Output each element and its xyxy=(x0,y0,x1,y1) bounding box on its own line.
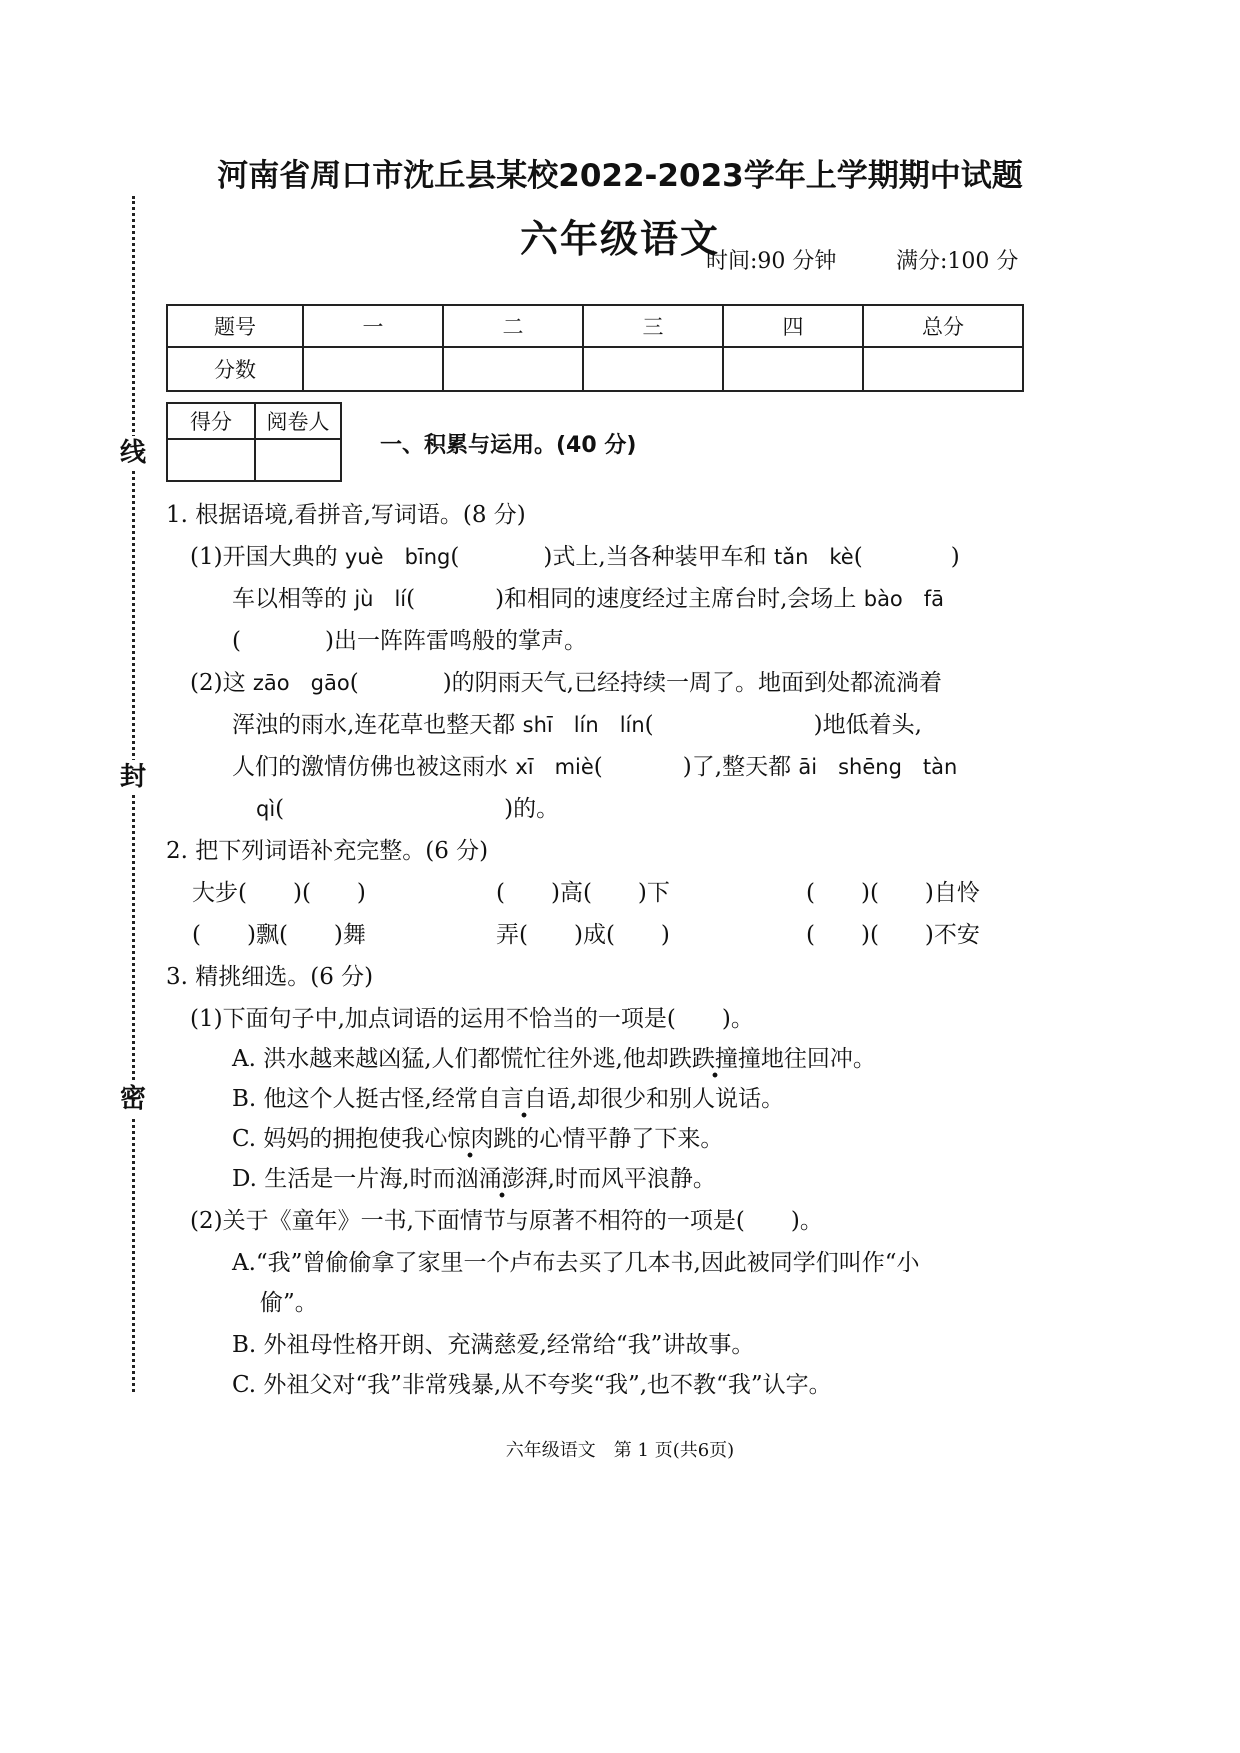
q2-item-1[interactable]: 大步( )( ) xyxy=(192,880,366,906)
q1-sub1-line1: (1)开国大典的 yuè bīng( )式上,当各种装甲车和 tǎn kè( ) xyxy=(190,544,960,570)
q1-sub2-text-c: 浑浊的雨水,连花草也整天都 xyxy=(232,712,516,738)
grader-name-cell[interactable] xyxy=(255,439,341,481)
grader-score-label: 得分 xyxy=(167,403,255,439)
q1-title: 1. 根据语境,看拼音,写词语。(8 分) xyxy=(166,502,526,528)
q3-sub1-option-c[interactable] xyxy=(232,1124,723,1154)
score-table-col-total: 总分 xyxy=(863,305,1023,347)
score-table-col-3: 三 xyxy=(583,305,723,347)
score-cell-total[interactable] xyxy=(863,347,1023,391)
q2-title: 2. 把下列词语补充完整。(6 分) xyxy=(166,838,489,864)
q3-sub1-option-a[interactable] xyxy=(232,1044,876,1074)
score-table xyxy=(166,304,1024,392)
q3-sub2-option-a-line1[interactable]: A.“我”曾偷偷拿了家里一个卢布去买了几本书,因此被同学们叫作“小 xyxy=(232,1250,920,1276)
q1-sub1-line3: ( )出一阵阵雷鸣般的掌声。 xyxy=(232,628,587,654)
q3-title: 3. 精挑细选。(6 分) xyxy=(166,964,374,990)
score-table-col-4: 四 xyxy=(723,305,863,347)
q3-sub1-a-pre: A. 洪水越来越凶猛,人们都慌忙往外逃,他却 xyxy=(232,1046,669,1072)
score-cell-4[interactable] xyxy=(723,347,863,391)
exam-time: 时间:90 分钟 xyxy=(706,249,837,274)
score-table-col-2: 二 xyxy=(443,305,583,347)
q2-item-6[interactable]: ( )( )不安 xyxy=(806,922,980,948)
grader-score-cell[interactable] xyxy=(167,439,255,481)
grader-box xyxy=(166,402,342,482)
q3-sub1-b-dotted-word: 自言自语 xyxy=(478,1086,570,1119)
q2-item-2[interactable]: ( )高( )下 xyxy=(496,880,670,906)
q1-sub1-text-d: )和相同的速度经过主席台时,会场上 xyxy=(495,586,857,612)
q3-sub1-c-pre: C. 妈妈的拥抱使我 xyxy=(232,1126,425,1152)
q1-sub1-text-c: 车以相等的 xyxy=(232,586,347,612)
q3-sub2-option-a-line2: 偷”。 xyxy=(260,1290,318,1316)
score-cell-1[interactable] xyxy=(303,347,443,391)
pinyin-aishengtanqi-1: āi shēng tàn xyxy=(798,755,958,779)
q1-sub2-line4: qì( )的。 xyxy=(256,796,560,822)
q3-sub1-c-dotted-word: 心惊肉跳 xyxy=(424,1126,516,1159)
q3-sub1-d-post: ,时而风平浪静。 xyxy=(547,1166,716,1192)
q3-sub2-option-c[interactable]: C. 外祖父对“我”非常残暴,从不夸奖“我”,也不教“我”认字。 xyxy=(232,1372,832,1398)
q2-item-4[interactable]: ( )飘( )舞 xyxy=(192,922,366,948)
grader-name-label: 阅卷人 xyxy=(255,403,341,439)
q1-sub2-text-e: 人们的激情仿佛也被这雨水 xyxy=(232,754,508,780)
score-cell-3[interactable] xyxy=(583,347,723,391)
pinyin-zaogao: zāo gāo xyxy=(252,671,350,695)
pinyin-ximie: xī miè xyxy=(515,755,594,779)
q1-sub1-text-e: )出一阵阵雷鸣般的掌声。 xyxy=(324,628,587,654)
score-table-label-question: 题号 xyxy=(167,305,303,347)
pinyin-tanke: tǎn kè xyxy=(773,545,854,569)
exam-title: 河南省周口市沈丘县某校2022-2023学年上学期期中试题 xyxy=(217,158,1023,194)
q1-sub2-line2: 浑浊的雨水,连花草也整天都 shī lín lín( )地低着头, xyxy=(232,712,922,738)
pinyin-baofa: bào fā xyxy=(863,587,945,611)
score-table-label-score: 分数 xyxy=(167,347,303,391)
q3-sub1-a-dotted-word: 跌跌撞撞 xyxy=(669,1046,761,1079)
q1-sub2-text-b: )的阴雨天气,已经持续一周了。地面到处都流淌着 xyxy=(442,670,942,696)
exam-subtitle: 六年级语文 xyxy=(519,216,720,261)
exam-full-score: 满分:100 分 xyxy=(896,249,1019,274)
q1-sub2-text-f: )了,整天都 xyxy=(682,754,792,780)
pinyin-juli: jù lí xyxy=(354,587,407,611)
page-footer: 六年级语文 第 1 页(共6页) xyxy=(505,1440,735,1461)
q1-sub2-line3: 人们的激情仿佛也被这雨水 xī miè( )了,整天都 āi shēng tàn xyxy=(232,754,958,780)
q3-sub2-option-b[interactable]: B. 外祖母性格开朗、充满慈爱,经常给“我”讲故事。 xyxy=(232,1332,755,1358)
q2-item-3[interactable]: ( )( )自怜 xyxy=(806,880,980,906)
q3-sub1-option-d[interactable] xyxy=(232,1164,716,1194)
q3-sub1-a-post: 地往回冲。 xyxy=(760,1046,876,1072)
q1-sub2-text-d: )地低着头, xyxy=(813,712,922,738)
q1-sub1-text-a: (1)开国大典的 xyxy=(190,544,338,570)
q1-sub1-text-b: )式上,当各种装甲车和 xyxy=(543,544,767,570)
q3-sub2-stem: (2)关于《童年》一书,下面情节与原著不相符的一项是( )。 xyxy=(190,1208,823,1234)
q3-sub1-b-post: ,却很少和别人说话。 xyxy=(569,1086,785,1112)
binding-char-xian: 线 xyxy=(119,438,146,468)
pinyin-aishengtanqi-2: qì xyxy=(256,797,276,821)
pinyin-shilinlin: shī lín lín xyxy=(522,713,645,737)
q1-sub1-line2: 车以相等的 jù lí( )和相同的速度经过主席台时,会场上 bào fā xyxy=(232,586,945,612)
q2-item-5[interactable]: 弄( )成( ) xyxy=(496,922,670,948)
binding-char-feng: 封 xyxy=(119,762,146,792)
q3-sub1-b-pre: B. 他这个人挺古怪,经常 xyxy=(232,1086,478,1112)
q3-sub1-c-post: 的心情平静了下来。 xyxy=(516,1126,724,1152)
q3-sub1-d-dotted-word: 汹涌澎湃 xyxy=(456,1166,548,1199)
q3-sub1-stem: (1)下面句子中,加点词语的运用不恰当的一项是( )。 xyxy=(190,1006,754,1032)
score-table-col-1: 一 xyxy=(303,305,443,347)
q1-sub2-text-a: (2)这 xyxy=(190,670,246,696)
binding-dotted-line xyxy=(132,196,135,1392)
pinyin-yuebing: yuè bīng xyxy=(344,545,451,569)
score-cell-2[interactable] xyxy=(443,347,583,391)
q1-sub2-line1: (2)这 zāo gāo( )的阴雨天气,已经持续一周了。地面到处都流淌着 xyxy=(190,670,942,696)
q3-sub1-option-b[interactable] xyxy=(232,1084,784,1114)
binding-char-mi: 密 xyxy=(119,1084,146,1114)
q3-sub1-d-pre: D. 生活是一片海,时而 xyxy=(232,1166,456,1192)
q1-sub2-text-g: )的。 xyxy=(504,796,560,822)
section-1-heading: 一、积累与运用。(40 分) xyxy=(380,433,637,458)
